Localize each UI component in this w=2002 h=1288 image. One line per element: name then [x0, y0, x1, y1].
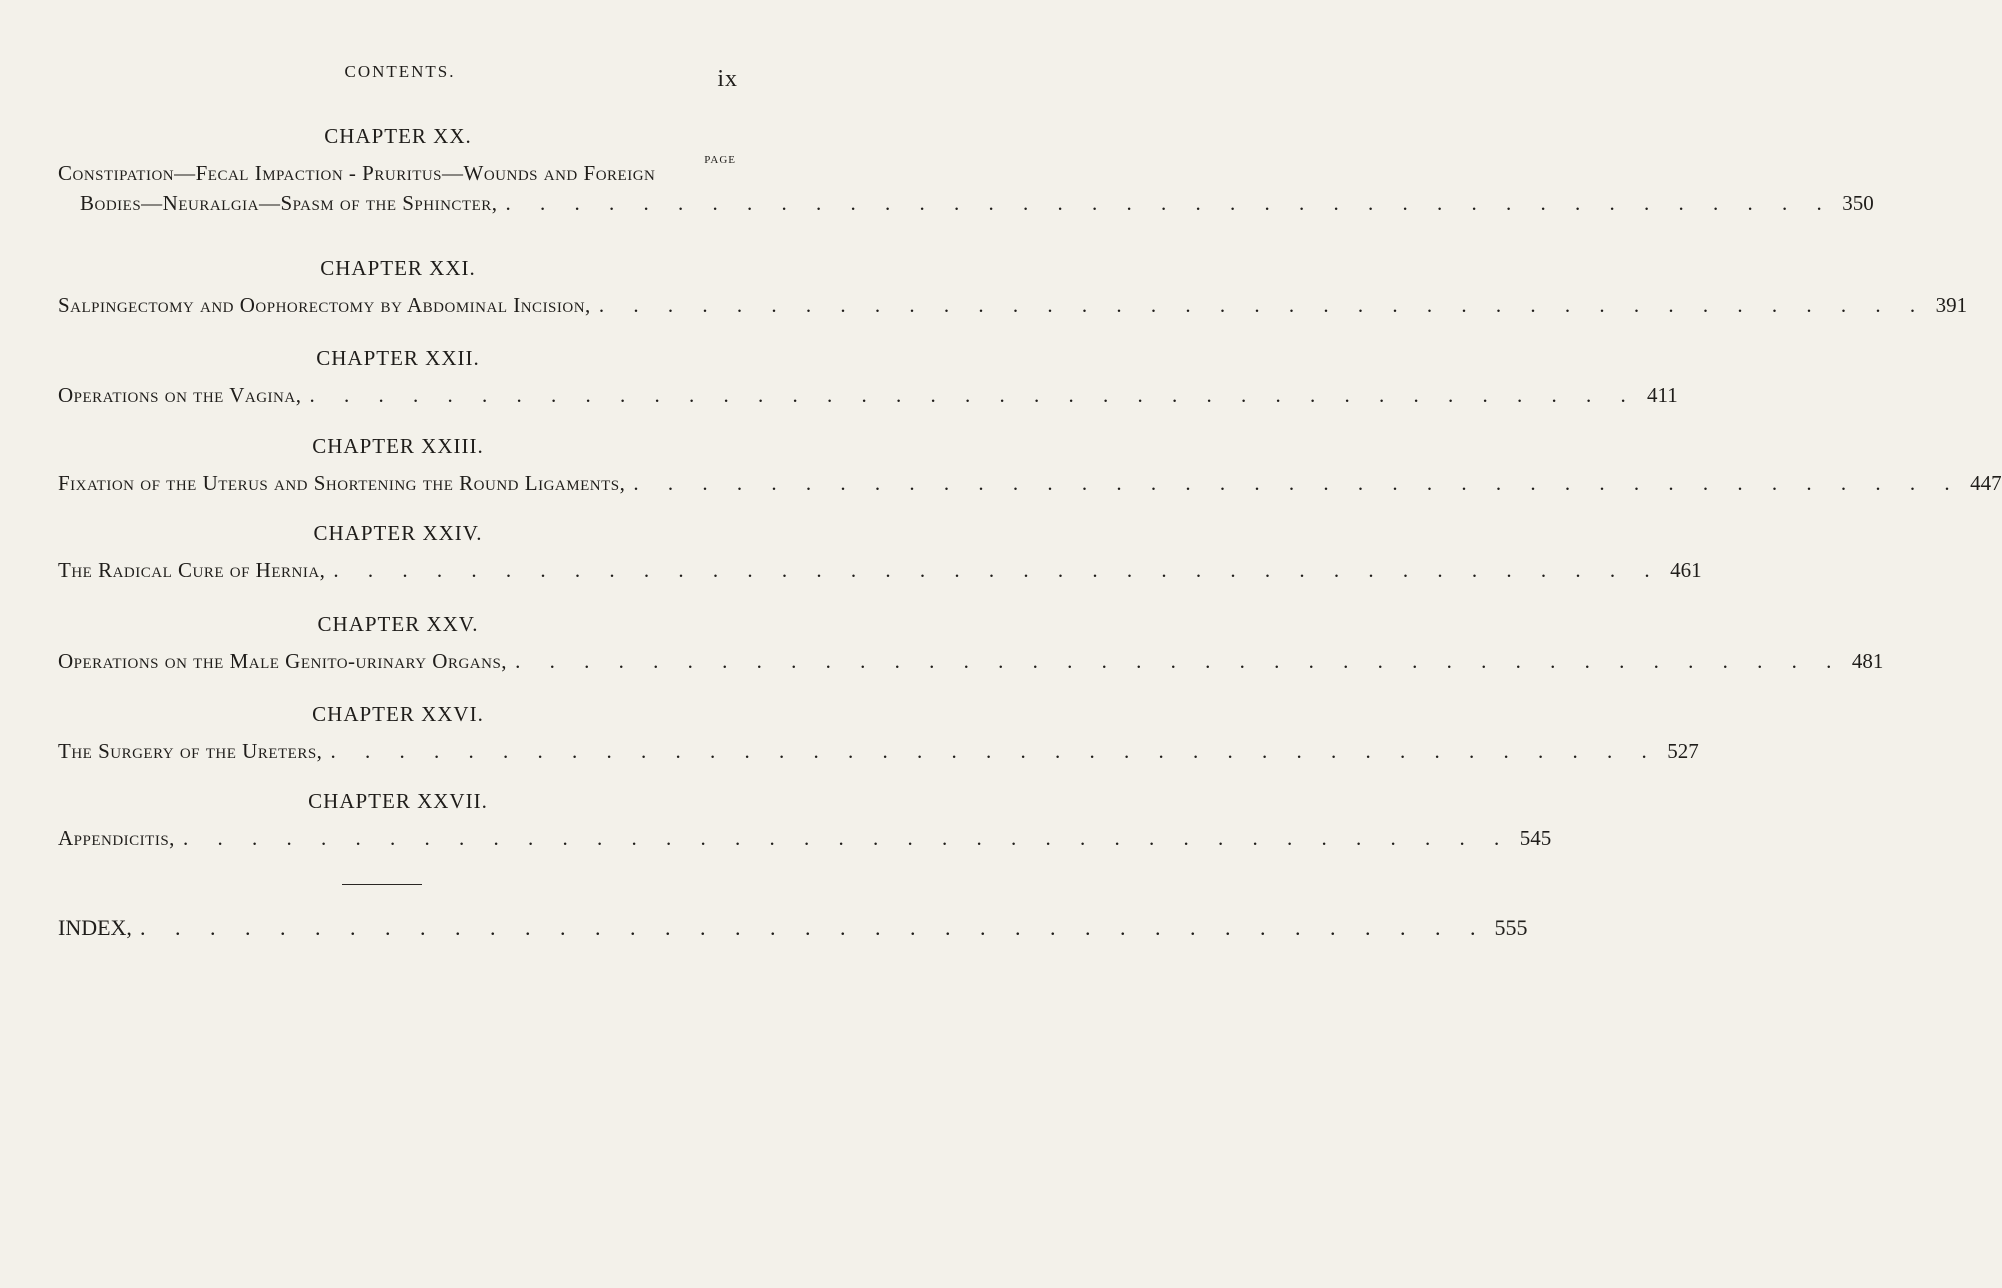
dot-leaders: . . . . . . . . . . . . . . . . . . . . . . . . . . . . . . . . . . . . . . . [505, 191, 1834, 215]
chapter-entry [58, 700, 1699, 766]
chapter-heading: CHAPTER XXVI. [312, 702, 484, 726]
running-head [0, 62, 800, 92]
page-number: 391 [1935, 293, 1968, 317]
chapter-entry [58, 122, 1874, 218]
entry-title: Salpingectomy and Oophorectomy by Abdominal Incision, [58, 293, 591, 317]
chapter-heading: CHAPTER XXI. [320, 256, 476, 280]
chapter-entry [58, 610, 1884, 676]
page-number: 555 [1494, 915, 1528, 940]
page-number: 350 [1842, 191, 1874, 215]
chapter-heading: CHAPTER XXII. [316, 346, 480, 370]
entry-title: Bodies—Neuralgia—Spasm of the Sphincter, [80, 191, 498, 215]
dot-leaders: . . . . . . . . . . . . . . . . . . . . . . . . . . . . . . . . . . . . . . . [182, 826, 1512, 850]
entry-title: The Surgery of the Ureters, [58, 739, 323, 763]
page-number: 545 [1519, 826, 1552, 850]
entry-title: Fixation of the Uterus and Shortening the Round Ligaments, [58, 471, 626, 495]
chapter-heading: CHAPTER XXV. [317, 612, 479, 636]
entry-line [58, 823, 1552, 853]
entry-title: Operations on the Male Genito-urinary Organs, [58, 649, 508, 673]
page-column-label: PAGE [704, 154, 736, 166]
chapter-entry [58, 254, 1968, 320]
dot-leaders: . . . . . . . . . . . . . . . . . . . . . . . . . . . . . . . . . . . . . . . [333, 558, 1662, 582]
entry-line [58, 555, 1702, 585]
page-number: 461 [1670, 558, 1702, 582]
entry-line [58, 468, 2002, 498]
entry-title: Operations on the Vagina, [58, 383, 302, 407]
index-title: INDEX, [58, 915, 132, 940]
chapter-heading: CHAPTER XXIV. [313, 521, 483, 545]
page-number: 527 [1667, 739, 1699, 763]
entry-line [58, 646, 1884, 676]
index-entry [58, 913, 1528, 943]
running-title: CONTENTS. [344, 62, 456, 81]
dot-leaders: . . . . . . . . . . . . . . . . . . . . . . . . . . . . . . . . . . . . . . . [139, 915, 1488, 940]
entry-title: Appendicitis, [58, 826, 175, 850]
page-number: 481 [1851, 649, 1884, 673]
entry-title-line: Constipation—Fecal Impaction - Pruritus—Wounds and Foreign [58, 161, 656, 185]
entry-line [58, 380, 1678, 410]
dot-leaders: . . . . . . . . . . . . . . . . . . . . . . . . . . . . . . . . . . . . . . . [598, 293, 1928, 317]
chapter-heading: CHAPTER XXVII. [308, 789, 488, 813]
dot-leaders: . . . . . . . . . . . . . . . . . . . . . . . . . . . . . . . . . . . . . . . [633, 471, 1962, 495]
page-number: 447 [1970, 471, 2002, 495]
chapter-entry [58, 787, 1552, 853]
section-divider [342, 884, 422, 885]
dot-leaders: . . . . . . . . . . . . . . . . . . . . . . . . . . . . . . . . . . . . . . . [330, 739, 1659, 763]
chapter-entry [58, 344, 1678, 410]
page-folio: ix [717, 66, 738, 92]
chapter-entry [58, 432, 2002, 498]
entry-line [58, 188, 1874, 218]
page-number: 411 [1646, 383, 1678, 407]
entry-title: The Radical Cure of Hernia, [58, 558, 326, 582]
entry-line [58, 736, 1699, 766]
chapter-heading: CHAPTER XX. [324, 124, 472, 148]
chapter-heading: CHAPTER XXIII. [312, 434, 484, 458]
chapter-entry [58, 519, 1702, 585]
dot-leaders: . . . . . . . . . . . . . . . . . . . . . . . . . . . . . . . . . . . . . . . [515, 649, 1844, 673]
entry-line [58, 290, 1968, 320]
dot-leaders: . . . . . . . . . . . . . . . . . . . . . . . . . . . . . . . . . . . . . . . [309, 383, 1638, 407]
